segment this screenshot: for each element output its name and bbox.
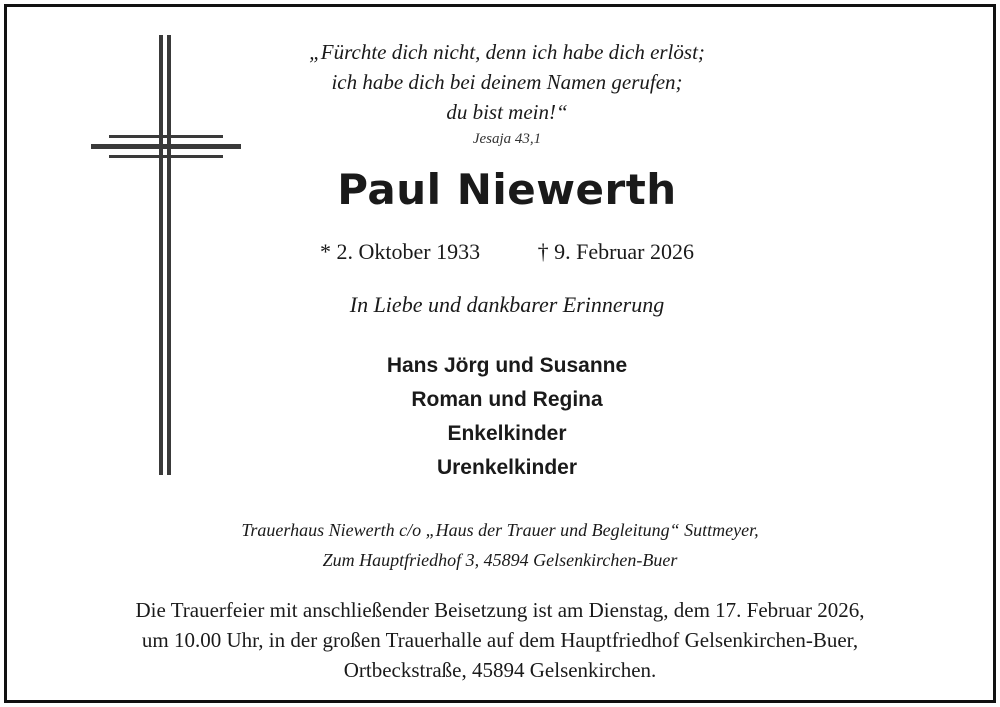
death-date: † 9. Februar 2026 xyxy=(537,239,694,264)
verse-line-1: „Fürchte dich nicht, denn ich habe dich erlöst; xyxy=(309,40,705,64)
funeral-service-info xyxy=(17,595,983,685)
mourner-line: Hans Jörg und Susanne xyxy=(386,354,628,377)
birth-date: * 2. Oktober 1933 xyxy=(319,239,481,264)
verse-reference: Jesaja 43,1 xyxy=(472,131,542,147)
bible-verse xyxy=(207,37,807,127)
mourner-line: Enkelkinder xyxy=(447,422,567,445)
address-line-2: Zum Hauptfriedhof 3, 45894 Gelsenkirchen-Buer xyxy=(322,550,678,570)
address-line-1: Trauerhaus Niewerth c/o „Haus der Trauer und Begleitung“ Suttmeyer, xyxy=(241,520,759,540)
service-line-3: Ortbeckstraße, 45894 Gelsenkirchen. xyxy=(343,658,657,682)
life-dates xyxy=(207,239,807,265)
mourner-line: Urenkelkinder xyxy=(436,456,578,479)
obituary-frame xyxy=(4,4,996,703)
service-line-1: Die Trauerfeier mit anschließender Beisetzung ist am Dienstag, dem 17. Februar 2026, xyxy=(135,598,865,622)
mourners-list xyxy=(207,349,807,485)
mourner-line: Roman und Regina xyxy=(411,388,603,411)
memory-line: In Liebe und dankbarer Erinnerung xyxy=(349,292,665,317)
mourning-house-address xyxy=(17,515,983,575)
verse-line-3: du bist mein!“ xyxy=(446,100,568,124)
deceased-name: Paul Niewerth xyxy=(337,165,677,214)
service-line-2: um 10.00 Uhr, in der großen Trauerhalle auf dem Hauptfriedhof Gelsenkirchen-Buer, xyxy=(141,628,859,652)
verse-line-2: ich habe dich bei deinem Namen gerufen; xyxy=(331,70,683,94)
